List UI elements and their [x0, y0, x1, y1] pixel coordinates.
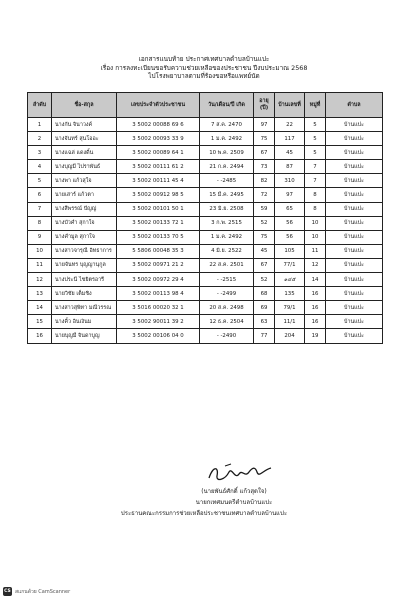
- cell-house-no: ๑๔๕: [275, 273, 305, 287]
- cell-age: 68: [254, 287, 275, 301]
- cell-name: นายวิชัย เต็มชิง: [52, 287, 117, 301]
- cell-age: 67: [254, 146, 275, 160]
- table-row: [28, 118, 383, 132]
- cell-birthdate: 15 มี.ค. 2495: [200, 188, 254, 202]
- cell-moo: 16: [305, 315, 326, 329]
- document-header: [0, 55, 408, 81]
- cell-name: นางกัน จินาวงค์: [52, 118, 117, 132]
- cell-age: 72: [254, 188, 275, 202]
- cell-house-no: 310: [275, 174, 305, 188]
- camscanner-logo-icon: CS: [4, 589, 11, 594]
- col-header-name: ชื่อ-สกุล: [52, 93, 117, 118]
- cell-no: 3: [28, 146, 52, 160]
- cell-no: 11: [28, 258, 52, 272]
- cell-name: นางจันทร์ สุนโออะ: [52, 132, 117, 146]
- cell-moo: 19: [305, 329, 326, 343]
- cell-moo: 5: [305, 146, 326, 160]
- cell-id: 3 5002 90011 39 2: [117, 315, 200, 329]
- cell-no: 9: [28, 230, 52, 244]
- cell-age: 63: [254, 315, 275, 329]
- cell-tambon: บ้านแปะ: [326, 160, 383, 174]
- table-row: [28, 315, 383, 329]
- signer-name: (นายพันธ์ศักดิ์ แก้วสุดใจ): [201, 488, 267, 495]
- table-row: [28, 146, 383, 160]
- cell-no: 14: [28, 301, 52, 315]
- cell-no: 6: [28, 188, 52, 202]
- col-header-id: เลขประจำตัวประชาชน: [117, 93, 200, 118]
- signature: [205, 460, 275, 486]
- cell-birthdate: 1 ม.ค. 2492: [200, 230, 254, 244]
- cell-birthdate: 4 มิ.ย. 2522: [200, 244, 254, 258]
- cell-id: 3 5002 00912 98 5: [117, 188, 200, 202]
- cell-tambon: บ้านแปะ: [326, 244, 383, 258]
- cell-house-no: 56: [275, 216, 305, 230]
- cell-moo: 10: [305, 216, 326, 230]
- cell-tambon: บ้านแปะ: [326, 301, 383, 315]
- cell-id: 3 5002 00093 33 9: [117, 132, 200, 146]
- table-row: [28, 216, 383, 230]
- cell-id: 3 5002 00101 50 1: [117, 202, 200, 216]
- cell-moo: 5: [305, 118, 326, 132]
- table-row: [28, 287, 383, 301]
- cell-birthdate: - -2499: [200, 287, 254, 301]
- table-row: [28, 174, 383, 188]
- cell-birthdate: 10 พ.ค. 2509: [200, 146, 254, 160]
- cell-house-no: 56: [275, 230, 305, 244]
- table-row: [28, 188, 383, 202]
- cell-birthdate: 22 ส.ค. 2501: [200, 258, 254, 272]
- cell-birthdate: 12 ธ.ค. 2504: [200, 315, 254, 329]
- cell-house-no: 204: [275, 329, 305, 343]
- cell-age: 45: [254, 244, 275, 258]
- cell-name: นางสาวสุพิทา มณีวรรณ: [52, 301, 117, 315]
- table-row: [28, 329, 383, 343]
- cell-birthdate: 23 มิ.ย. 2508: [200, 202, 254, 216]
- table-row: [28, 273, 383, 287]
- cell-moo: 5: [305, 132, 326, 146]
- cell-house-no: 87: [275, 160, 305, 174]
- cell-moo: 14: [305, 273, 326, 287]
- cell-age: 69: [254, 301, 275, 315]
- cell-name: นายจันทร บุญญานุกูล: [52, 258, 117, 272]
- signature-block: [0, 486, 408, 519]
- cell-no: 8: [28, 216, 52, 230]
- cell-moo: 7: [305, 174, 326, 188]
- registration-table: [27, 92, 383, 344]
- cell-no: 15: [28, 315, 52, 329]
- table-header-row: [28, 93, 383, 118]
- cell-tambon: บ้านแปะ: [326, 132, 383, 146]
- header-line-3: ไปโรงพยาบาลตามที่ร้องขอหรือแพทย์นัด: [148, 72, 260, 80]
- camscanner-text: สแกนด้วย CamScanner: [15, 588, 71, 595]
- table-row: [28, 244, 383, 258]
- cell-name: นางพา แก้วสุใจ: [52, 174, 117, 188]
- cell-no: 7: [28, 202, 52, 216]
- cell-tambon: บ้านแปะ: [326, 216, 383, 230]
- cell-moo: 11: [305, 244, 326, 258]
- cell-id: 3 5002 00133 70 5: [117, 230, 200, 244]
- cell-tambon: บ้านแปะ: [326, 258, 383, 272]
- cell-house-no: 135: [275, 287, 305, 301]
- cell-name: นายบุญมี จินดาบูญ: [52, 329, 117, 343]
- cell-moo: 8: [305, 188, 326, 202]
- cell-birthdate: - -2485: [200, 174, 254, 188]
- cell-id: 3 5016 00020 32 1: [117, 301, 200, 315]
- cell-id: 3 5002 00111 61 2: [117, 160, 200, 174]
- cell-no: 2: [28, 132, 52, 146]
- cell-house-no: 45: [275, 146, 305, 160]
- cell-name: นางคำมูล สุกาใจ: [52, 230, 117, 244]
- cell-tambon: บ้านแปะ: [326, 273, 383, 287]
- cell-tambon: บ้านแปะ: [326, 188, 383, 202]
- cell-tambon: บ้านแปะ: [326, 329, 383, 343]
- col-header-no: ลำดับ: [28, 93, 52, 118]
- camscanner-watermark: [3, 587, 70, 596]
- cell-no: 4: [28, 160, 52, 174]
- cell-tambon: บ้านแปะ: [326, 315, 383, 329]
- table-row: [28, 230, 383, 244]
- cell-moo: 12: [305, 258, 326, 272]
- cell-no: 10: [28, 244, 52, 258]
- cell-age: 67: [254, 258, 275, 272]
- cell-age: 75: [254, 230, 275, 244]
- cell-tambon: บ้านแปะ: [326, 202, 383, 216]
- table-row: [28, 258, 383, 272]
- cell-no: 12: [28, 273, 52, 287]
- cell-id: 3 5002 00113 98 4: [117, 287, 200, 301]
- cell-house-no: 11/1: [275, 315, 305, 329]
- signer-committee: ประธานคณะกรรมการช่วยเหลือประชาชนเทศบาลตำบลบ้านแปะ: [120, 510, 288, 517]
- cell-house-no: 79/1: [275, 301, 305, 315]
- cell-tambon: บ้านแปะ: [326, 146, 383, 160]
- col-header-age: อายุ (ปี): [254, 93, 275, 118]
- cell-tambon: บ้านแปะ: [326, 230, 383, 244]
- cell-id: 3 5002 00133 72 1: [117, 216, 200, 230]
- table-row: [28, 132, 383, 146]
- cell-age: 73: [254, 160, 275, 174]
- cell-id: 3 5002 00971 21 2: [117, 258, 200, 272]
- col-header-birthdate: วัน/เดือน/ปี เกิด: [200, 93, 254, 118]
- cell-no: 1: [28, 118, 52, 132]
- cell-tambon: บ้านแปะ: [326, 174, 383, 188]
- cell-id: 3 5002 00972 29 4: [117, 273, 200, 287]
- cell-no: 13: [28, 287, 52, 301]
- cell-house-no: 105: [275, 244, 305, 258]
- col-header-house-no: บ้านเลขที่: [275, 93, 305, 118]
- cell-house-no: 97: [275, 188, 305, 202]
- cell-name: นางคิ้ว อินเงินม: [52, 315, 117, 329]
- cell-age: 97: [254, 118, 275, 132]
- cell-birthdate: - -2490: [200, 329, 254, 343]
- cell-age: 75: [254, 132, 275, 146]
- cell-id: 3 5002 00106 04 0: [117, 329, 200, 343]
- cell-house-no: 77/1: [275, 258, 305, 272]
- cell-moo: 8: [305, 202, 326, 216]
- table-row: [28, 202, 383, 216]
- header-line-1: เอกสารแนบท้าย ประกาศเทศบาลตำบลบ้านแปะ: [138, 55, 270, 63]
- cell-name: นางสีพรรณ์ ปัญญ่: [52, 202, 117, 216]
- table-row: [28, 160, 383, 174]
- table-row: [28, 301, 383, 315]
- cell-name: นายเสาร์ แก้วตา: [52, 188, 117, 202]
- cell-name: นางประนี ไชยิตรอารี: [52, 273, 117, 287]
- table-body: [28, 118, 383, 344]
- cell-name: นางสาวจารุณี อิทธาการ: [52, 244, 117, 258]
- cell-age: 52: [254, 216, 275, 230]
- signer-position: นายกเทศมนตรีตำบลบ้านแปะ: [195, 499, 273, 506]
- cell-birthdate: 21 ก.ค. 2494: [200, 160, 254, 174]
- cell-no: 5: [28, 174, 52, 188]
- cell-moo: 16: [305, 301, 326, 315]
- cell-birthdate: 1 ม.ค. 2492: [200, 132, 254, 146]
- cell-age: 59: [254, 202, 275, 216]
- col-header-tambon: ตำบล: [326, 93, 383, 118]
- cell-age: 77: [254, 329, 275, 343]
- cell-tambon: บ้านแปะ: [326, 118, 383, 132]
- cell-name: นางบัวคำ สุกาใจ: [52, 216, 117, 230]
- cell-moo: 16: [305, 287, 326, 301]
- header-line-2: เรื่อง การลงทะเบียนขอรับความช่วยเหลือของประชาชน ปีงบประมาณ 2568: [100, 63, 308, 72]
- cell-age: 52: [254, 273, 275, 287]
- cell-tambon: บ้านแปะ: [326, 287, 383, 301]
- cell-house-no: 22: [275, 118, 305, 132]
- cell-name: นางแฉล่ แดงดิ้น: [52, 146, 117, 160]
- cell-birthdate: 7 ส.ค. 2470: [200, 118, 254, 132]
- cell-moo: 7: [305, 160, 326, 174]
- cell-age: 82: [254, 174, 275, 188]
- cell-id: 5 5806 00048 35 3: [117, 244, 200, 258]
- cell-birthdate: 20 ส.ค. 2498: [200, 301, 254, 315]
- cell-house-no: 65: [275, 202, 305, 216]
- cell-birthdate: 3 ก.พ. 2515: [200, 216, 254, 230]
- cell-name: นางบุญมี ไปราพันธ์: [52, 160, 117, 174]
- cell-birthdate: - -2515: [200, 273, 254, 287]
- col-header-moo: หมู่ที่: [305, 93, 326, 118]
- cell-id: 3 5002 00111 45 4: [117, 174, 200, 188]
- cell-id: 3 5002 00089 64 1: [117, 146, 200, 160]
- cell-no: 16: [28, 329, 52, 343]
- cell-moo: 10: [305, 230, 326, 244]
- cell-id: 3 5002 00088 69 6: [117, 118, 200, 132]
- cell-house-no: 117: [275, 132, 305, 146]
